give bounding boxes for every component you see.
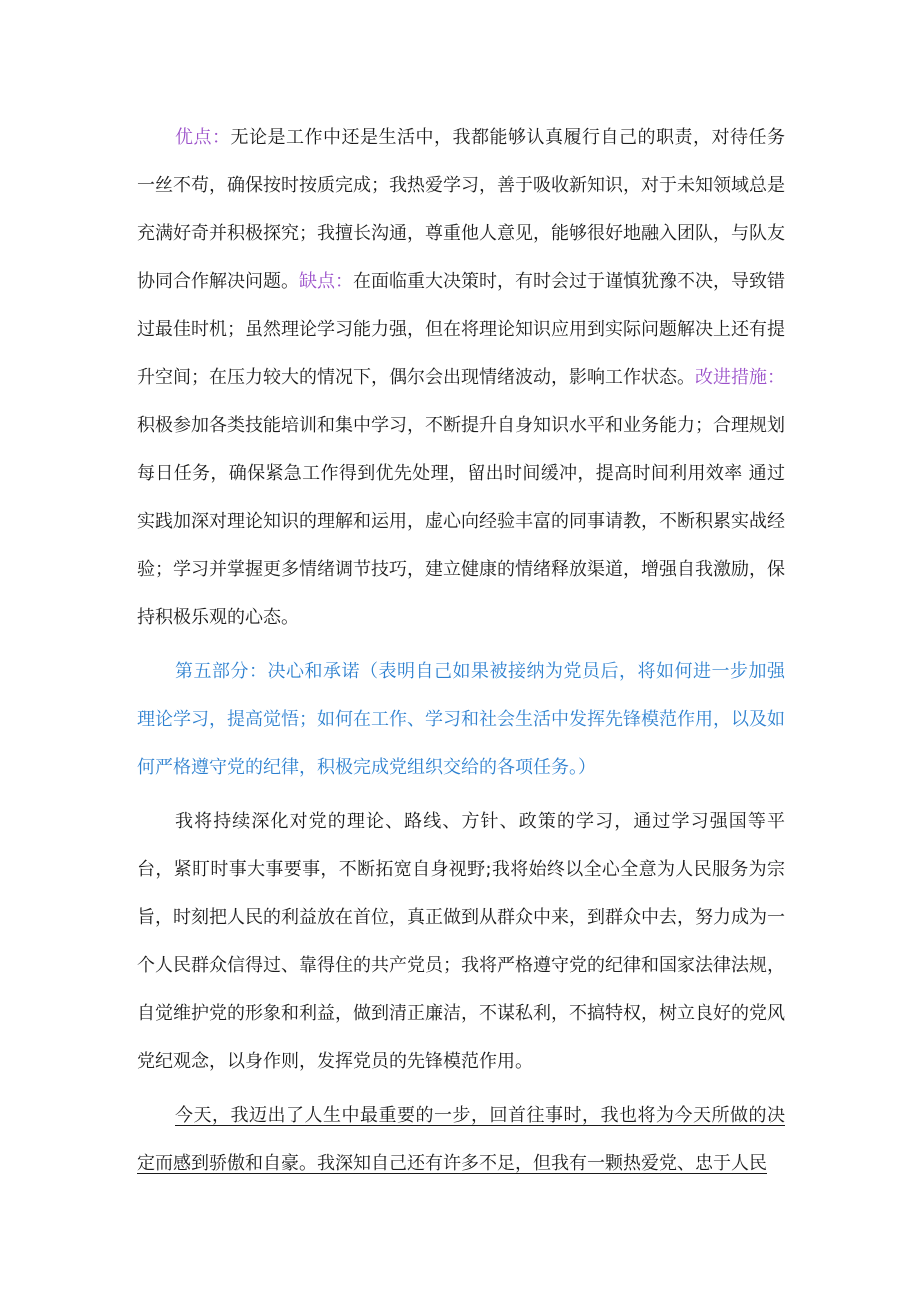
weaknesses-label: 缺点：: [299, 271, 353, 292]
strengths-label: 优点：: [175, 127, 231, 148]
document-page: [137, 114, 785, 1188]
improvement-text: 积极参加各类技能培训和集中学习，不断提升自身知识水平和业务能力；合理规划每日任务，确保紧急工作得到优先处理，留出时间缓冲，提高时间利用效率 通过实践加深对理论知识的理解和运用，虚心向经验丰富的同事请教，不断积累实战经验；学习并掌握更多情绪调节技巧，建立健康的情绪释放渠道，增强自我激励，保持积极乐观的心态。: [137, 415, 785, 628]
closing-paragraph: 今天，我迈出了人生中最重要的一步，回首往事时，我也将为今天所做的决定而感到骄傲和自豪。我深知自己还有许多不足，但我有一颗热爱党、忠于人民: [137, 1105, 785, 1174]
self-assessment-paragraph: [137, 114, 785, 642]
section-five-heading: 第五部分：决心和承诺（表明自己如果被接纳为党员后，将如何进一步加强理论学习，提高觉悟；如何在工作、学习和社会生活中发挥先锋模范作用，以及如何严格遵守党的纪律，积极完成党组织交给的各项任务。）: [137, 661, 785, 778]
weaknesses-text: 在面临重大决策时，有时会过于谨慎犹豫不决，导致错过最佳时机；虽然理论学习能力强，但在将理论知识应用到实际问题解决上还有提升空间；在压力较大的情况下，偶尔会出现情绪波动，影响工作状态。: [137, 271, 785, 388]
commitment-paragraph: 我将持续深化对党的理论、路线、方针、政策的学习，通过学习强国等平台，紧盯时事大事要事，不断拓宽自身视野;我将始终以全心全意为人民服务为宗旨，时刻把人民的利益放在首位，真正做到从群众中来，到群众中去，努力成为一个人民群众信得过、靠得住的共产党员；我将严格遵守党的纪律和国家法律法规，自觉维护党的形象和利益，做到清正廉洁，不谋私利，不搞特权，树立良好的党风党纪观念，以身作则，发挥党员的先锋模范作用。: [137, 811, 785, 1072]
improvement-label: 改进措施：: [695, 367, 785, 388]
strengths-text: 无论是工作中还是生活中，我都能够认真履行自己的职责，对待任务一丝不苟，确保按时按质完成；我热爱学习，善于吸收新知识，对于未知领域总是充满好奇并积极探究；我擅长沟通，尊重他人意见，能够很好地融入团队，与队友协同合作解决问题。: [137, 127, 785, 292]
